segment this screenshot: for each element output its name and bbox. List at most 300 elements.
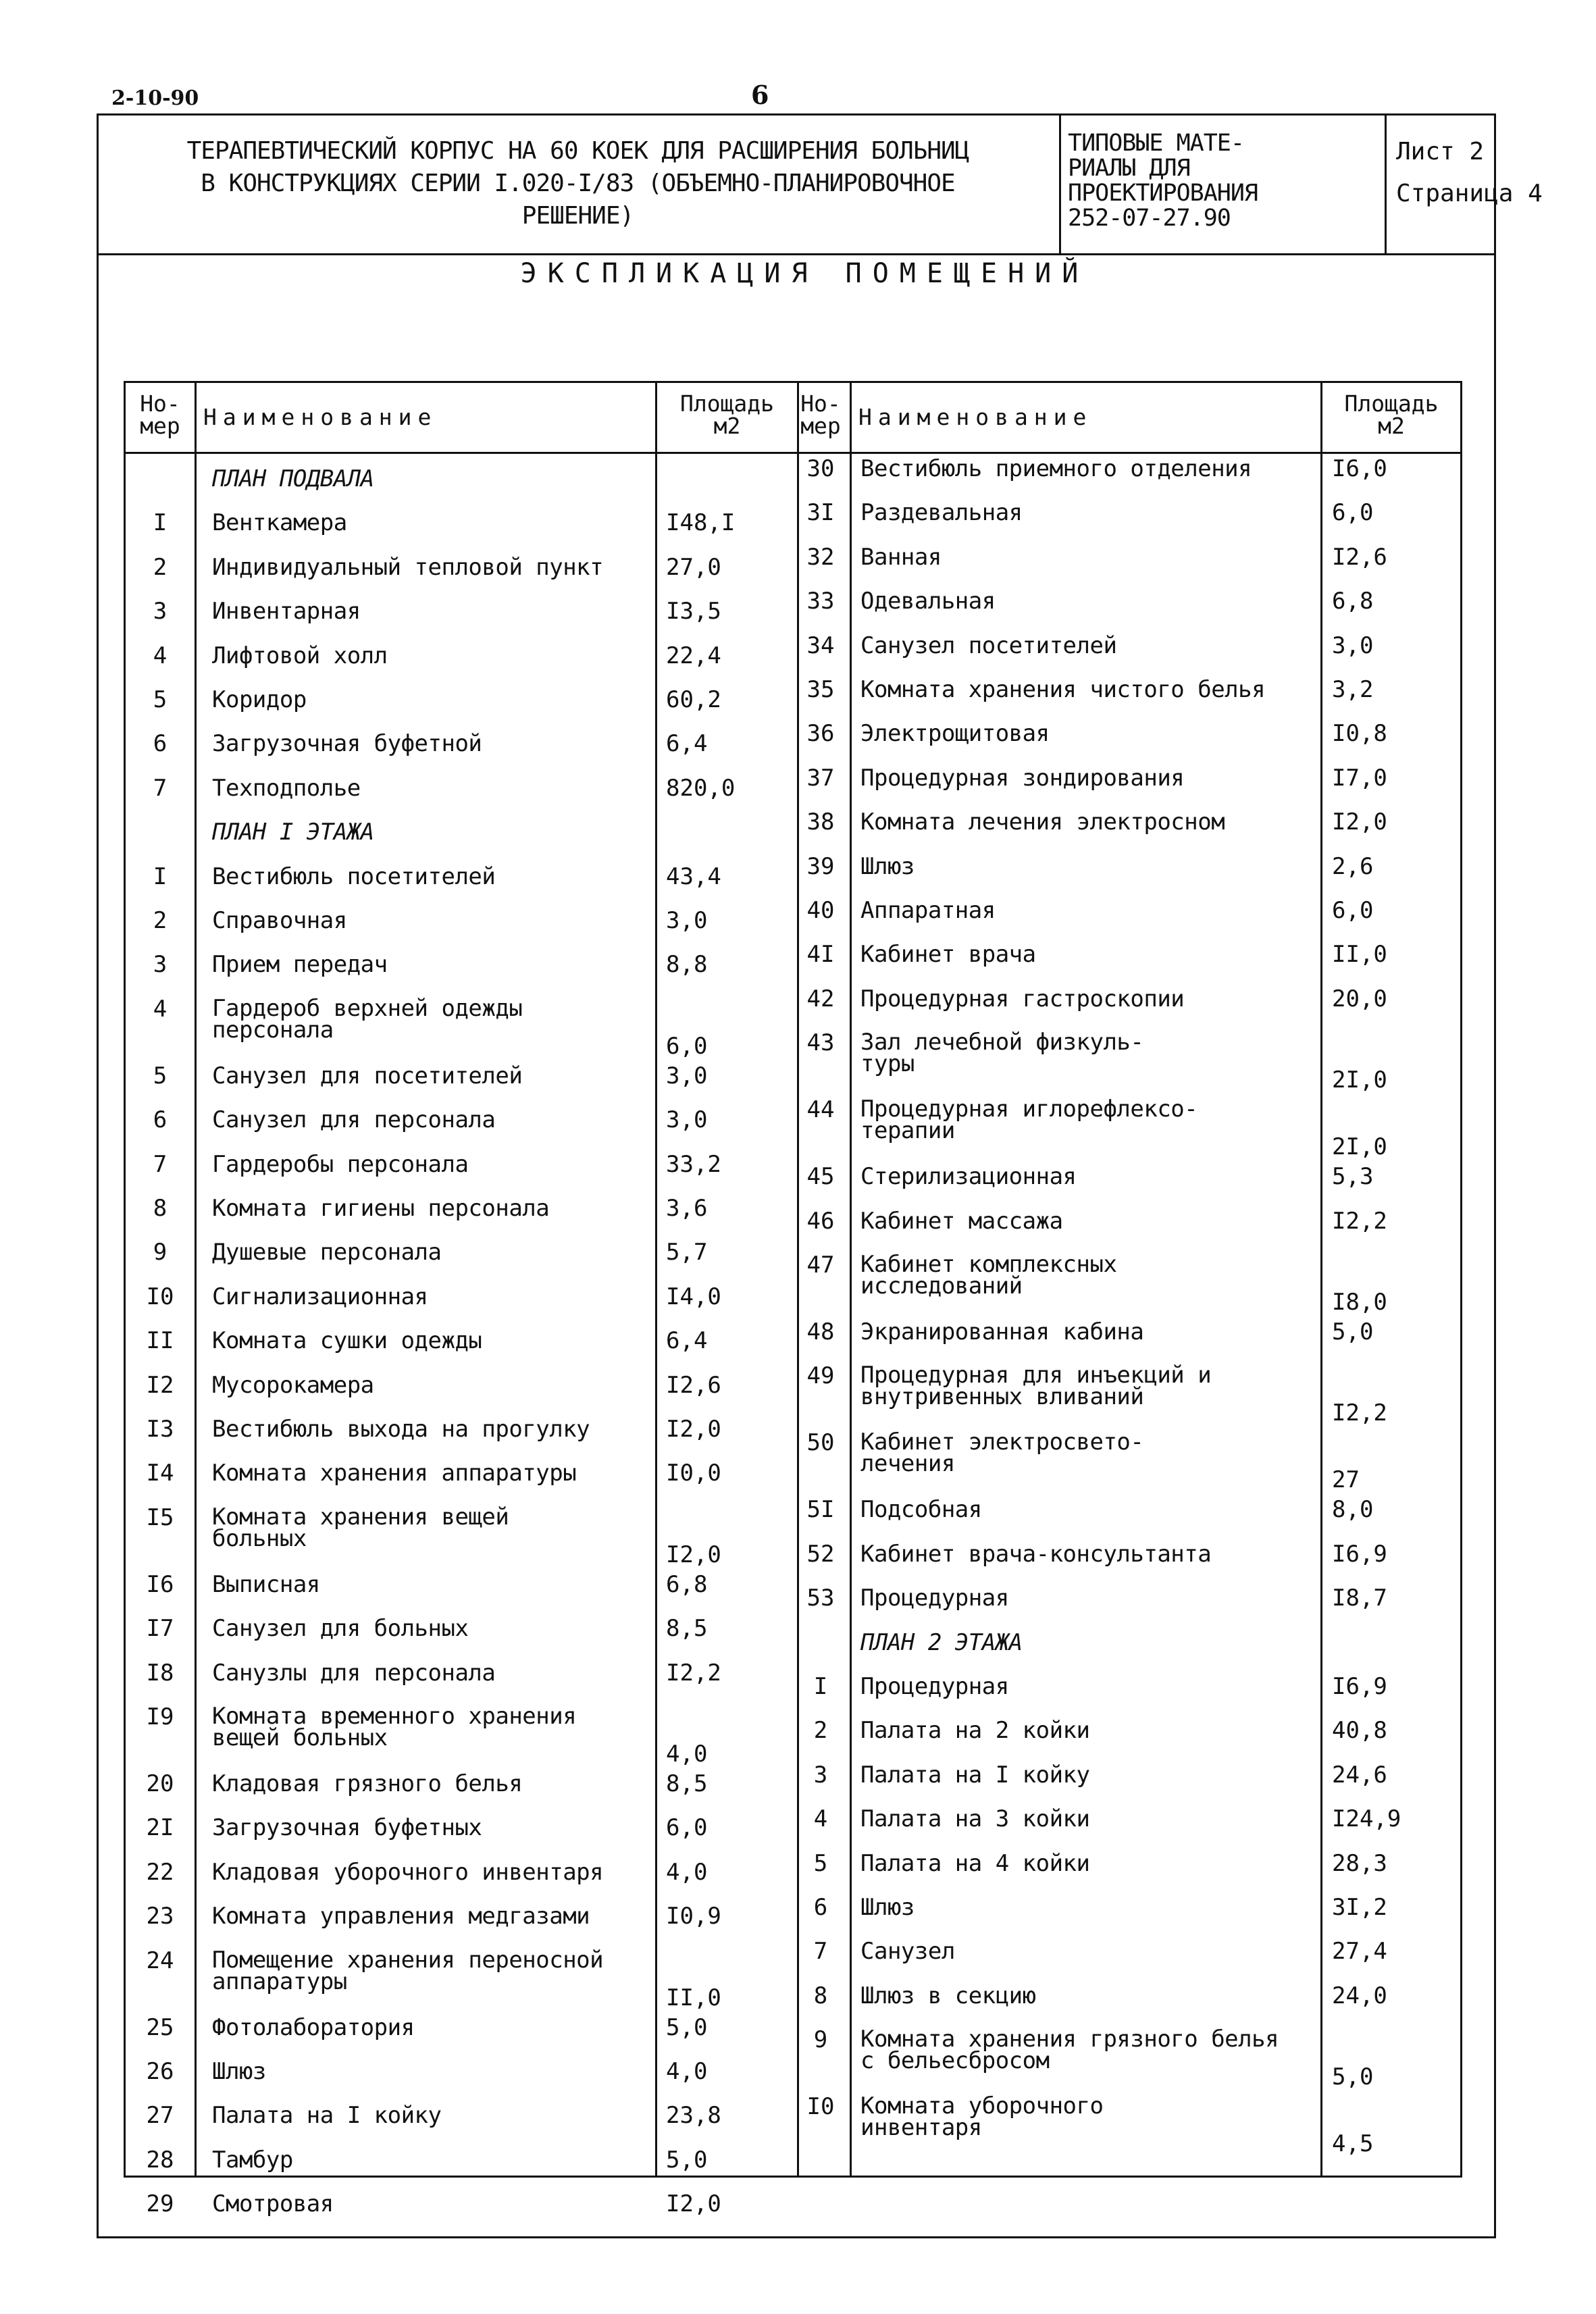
- series-line: ПРОЕКТИРОВАНИЯ: [1068, 180, 1258, 207]
- room-number: II: [146, 1327, 174, 1355]
- series-line: РИАЛЫ ДЛЯ: [1068, 155, 1190, 182]
- table-row: [126, 1659, 797, 1705]
- page-label: Страница 4: [1396, 180, 1543, 207]
- table-row: [792, 722, 1460, 766]
- room-name: Загрузочная буфетной: [212, 730, 482, 758]
- room-name: Комната уборочного инвентаря: [860, 2092, 1104, 2142]
- room-area: I24,9: [1332, 1805, 1401, 1833]
- table-row: [126, 1462, 797, 1506]
- room-number: 44: [806, 1096, 835, 1124]
- room-name: Комната временного хранения вещей больных: [212, 1703, 577, 1751]
- room-number: 33: [806, 588, 835, 615]
- table-row: [792, 634, 1460, 678]
- room-area: 8,0: [1332, 1496, 1374, 1524]
- room-name: Санузел: [860, 1938, 955, 1965]
- room-area: I0,8: [1332, 720, 1387, 748]
- room-name: Зал лечебной физкуль- туры: [860, 1029, 1144, 1078]
- room-area: I7,0: [1332, 764, 1387, 792]
- room-number: I0: [806, 2093, 835, 2121]
- header-number-line: мер: [140, 413, 180, 439]
- room-number: 53: [806, 1585, 835, 1612]
- table-row: [792, 1540, 1460, 1587]
- room-area: 6,0: [1332, 499, 1374, 527]
- room-area: 40,8: [1332, 1717, 1387, 1745]
- room-area: I6,9: [1332, 1540, 1387, 1568]
- sheet-number: Лист 2: [1396, 138, 1485, 165]
- room-name: Венткамера: [212, 509, 347, 537]
- table-row: [126, 1905, 797, 1949]
- room-number: 20: [146, 1770, 174, 1797]
- room-area: 3,6: [666, 1195, 708, 1222]
- room-number: 47: [806, 1252, 835, 1279]
- room-area: II,0: [666, 1984, 721, 2011]
- section-heading: ПЛАН ПОДВАЛА: [212, 465, 374, 492]
- room-name: Палата на 3 койки: [860, 1805, 1090, 1833]
- room-area: 5,0: [1332, 1318, 1374, 1345]
- room-name: Санузел для персонала: [212, 1106, 496, 1134]
- room-area: 4,0: [666, 1741, 708, 1768]
- room-name: Процедурная зондирования: [860, 764, 1185, 792]
- room-area: I2,0: [666, 1416, 721, 1443]
- room-name: Шлюз: [860, 1894, 915, 1921]
- room-name: Комната хранения аппаратуры: [212, 1460, 577, 1487]
- room-name: Палата на 2 койки: [860, 1717, 1090, 1745]
- header-number: [792, 383, 850, 461]
- room-area: 3,2: [1332, 676, 1374, 703]
- header-number-line: мер: [800, 413, 841, 439]
- room-name: Справочная: [212, 907, 347, 934]
- room-number: I8: [146, 1659, 174, 1687]
- table-row: [792, 501, 1460, 545]
- room-name: Палата на I койку: [860, 1761, 1090, 1789]
- table-row: [126, 865, 797, 909]
- room-number: 2: [153, 907, 168, 934]
- room-number: 35: [806, 676, 835, 703]
- room-area: 4,0: [666, 1858, 708, 1886]
- title-block: [97, 113, 1543, 255]
- room-name: Гардеробы персонала: [212, 1150, 469, 1178]
- room-name: Кладовая грязного белья: [212, 1770, 523, 1797]
- room-number: 48: [806, 1318, 835, 1345]
- rooms-table-right: [792, 381, 1462, 2178]
- table-row: [792, 1761, 1460, 1807]
- room-number: 8: [153, 1195, 168, 1222]
- table-row: [792, 808, 1460, 854]
- room-name: Мусорокамера: [212, 1371, 374, 1399]
- room-area: I2,0: [666, 2190, 721, 2218]
- table-row: [126, 2146, 797, 2192]
- room-number: 2I: [146, 1814, 174, 1842]
- table-row: [792, 943, 1460, 987]
- room-number: 38: [806, 808, 835, 836]
- table-row: [792, 1251, 1460, 1320]
- table-row: [126, 1772, 797, 1816]
- room-name: Лифтовой холл: [212, 642, 388, 669]
- project-title-line: ТЕРАПЕВТИЧЕСКИЙ КОРПУС НА 60 КОЕК ДЛЯ РАСШИРЕНИЯ БОЛЬНИЦ: [186, 137, 969, 165]
- header-area: [657, 383, 797, 461]
- room-name: Процедурная гастроскопии: [860, 985, 1185, 1012]
- room-number: 28: [146, 2146, 174, 2174]
- table-row: [126, 1241, 797, 1285]
- table-row: [126, 1108, 797, 1152]
- table-row: [792, 1320, 1460, 1364]
- room-number: 2: [813, 1717, 828, 1745]
- room-area: 5,0: [1332, 2063, 1374, 2091]
- room-area: 3I,2: [1332, 1894, 1387, 1921]
- table-row: [126, 1285, 797, 1329]
- room-name: Фотолаборатория: [212, 2013, 415, 2041]
- room-name: Вестибюль посетителей: [212, 863, 496, 890]
- header-number: [126, 383, 195, 461]
- table-row: [792, 1807, 1460, 1851]
- room-number: I: [813, 1673, 828, 1700]
- room-number: 9: [813, 2026, 828, 2054]
- table-row: [792, 1896, 1460, 1940]
- room-name: Экранированная кабина: [860, 1318, 1144, 1345]
- room-name: Санузел для больных: [212, 1615, 469, 1643]
- room-number: 7: [153, 1150, 168, 1178]
- room-number: 8: [813, 1982, 828, 2009]
- section-heading: ПЛАН I ЭТАЖА: [212, 819, 374, 846]
- table-row: [126, 2104, 797, 2148]
- room-name: Процедурная иглорефлексо- терапии: [860, 1096, 1198, 1145]
- room-number: 3: [813, 1761, 828, 1789]
- room-name: Кабинет врача: [860, 941, 1036, 969]
- room-area: 3,0: [1332, 632, 1374, 659]
- table-row: [126, 1858, 797, 1905]
- room-name: Помещение хранения переносной аппаратуры: [212, 1946, 604, 1995]
- room-name: Аппаратная: [860, 897, 996, 924]
- room-name: Сигнализационная: [212, 1283, 428, 1310]
- room-number: I5: [146, 1503, 174, 1531]
- table-row: [792, 543, 1460, 590]
- room-number: 46: [806, 1207, 835, 1235]
- project-title: [97, 135, 1059, 232]
- room-number: 3: [153, 598, 168, 625]
- section-heading: ПЛАН 2 ЭТАЖА: [860, 1628, 1023, 1656]
- section-heading-row: [126, 467, 797, 511]
- room-number: I6: [146, 1570, 174, 1598]
- table-row: [126, 644, 797, 688]
- room-area: 3,0: [666, 907, 708, 934]
- room-name: Техподполье: [212, 774, 361, 802]
- table-row: [126, 732, 797, 776]
- room-area: I2,0: [1332, 808, 1387, 836]
- header-number-line: Но-: [800, 390, 841, 417]
- table-row: [126, 2192, 797, 2236]
- table-row: [792, 1364, 1460, 1431]
- room-name: Одевальная: [860, 588, 996, 615]
- room-area: 6,8: [666, 1570, 708, 1598]
- room-name: Кладовая уборочного инвентаря: [212, 1858, 604, 1886]
- room-name: Процедурная: [860, 1673, 1009, 1700]
- room-area: 43,4: [666, 863, 721, 890]
- room-name: Процедурная: [860, 1585, 1009, 1612]
- room-number: 4I: [806, 941, 835, 969]
- table-row: [792, 678, 1460, 722]
- room-name: Санузел для посетителей: [212, 1062, 523, 1089]
- room-area: I2,2: [1332, 1207, 1387, 1235]
- room-number: 7: [153, 774, 168, 802]
- room-area: I2,6: [666, 1371, 721, 1399]
- room-name: Санузел посетителей: [860, 632, 1117, 659]
- room-number: 24: [146, 1947, 174, 1974]
- room-name: Комната управления медгазами: [212, 1903, 590, 1930]
- table-row: [126, 688, 797, 732]
- room-area: I3,5: [666, 598, 721, 625]
- table-row: [126, 1503, 797, 1573]
- room-number: I: [153, 863, 168, 890]
- room-area: 6,4: [666, 730, 708, 758]
- room-area: 60,2: [666, 686, 721, 713]
- table-row: [126, 909, 797, 953]
- room-area: 2I,0: [1332, 1066, 1387, 1094]
- room-name: Комната хранения чистого белья: [860, 676, 1266, 703]
- room-number: 6: [153, 730, 168, 758]
- room-name: Смотровая: [212, 2190, 334, 2218]
- table-row: [792, 764, 1460, 811]
- room-area: 4,5: [1332, 2130, 1374, 2158]
- room-number: 29: [146, 2190, 174, 2218]
- room-area: I2,6: [1332, 543, 1387, 571]
- table-row: [126, 2013, 797, 2060]
- room-area: 3,0: [666, 1062, 708, 1089]
- table-row: [126, 2060, 797, 2104]
- room-name: Загрузочная буфетных: [212, 1814, 482, 1842]
- room-number: 5: [813, 1849, 828, 1877]
- room-area: 33,2: [666, 1150, 721, 1178]
- room-area: 6,0: [1332, 897, 1374, 924]
- table-row: [792, 457, 1460, 501]
- rooms-table-left: [124, 381, 799, 2218]
- room-name: Гардероб верхней одежды персонала: [212, 994, 523, 1044]
- table-row: [126, 600, 797, 644]
- room-name: Процедурная для инъекций и внутривенных вливаний: [860, 1362, 1212, 1411]
- room-number: 39: [806, 852, 835, 880]
- section-heading-row: [792, 1628, 1460, 1675]
- room-name: Индивидуальный тепловой пункт: [212, 553, 604, 581]
- header-area-line: м2: [1378, 413, 1405, 439]
- room-number: 27: [146, 2102, 174, 2130]
- table-row: [792, 1984, 1460, 2028]
- table-row: [792, 1498, 1460, 1542]
- table-row: [126, 1705, 797, 1772]
- room-area: 20,0: [1332, 985, 1387, 1012]
- room-number: 52: [806, 1540, 835, 1568]
- table-row: [126, 1197, 797, 1241]
- room-area: I8,0: [1332, 1289, 1387, 1316]
- table-row: [792, 852, 1460, 899]
- room-number: I9: [146, 1703, 174, 1730]
- table-row: [792, 1207, 1460, 1254]
- table-row: [792, 1098, 1460, 1165]
- room-name: Шлюз: [212, 2058, 266, 2085]
- room-area: 820,0: [666, 774, 736, 802]
- room-number: 7: [813, 1938, 828, 1965]
- room-area: 27,4: [1332, 1938, 1387, 1965]
- room-number: 30: [806, 455, 835, 482]
- room-number: 36: [806, 720, 835, 748]
- room-number: 5: [153, 1062, 168, 1089]
- room-number: I0: [146, 1283, 174, 1310]
- room-number: 4: [813, 1805, 828, 1833]
- room-number: 34: [806, 632, 835, 659]
- room-name: Шлюз: [860, 852, 915, 880]
- section-heading-row: [126, 821, 797, 865]
- header-area-line: Площадь: [1344, 390, 1439, 417]
- room-area: 6,0: [666, 1032, 708, 1060]
- room-number: 42: [806, 985, 835, 1012]
- room-area: 27: [1332, 1466, 1360, 1494]
- room-number: 6: [153, 1106, 168, 1134]
- series-line: 252-07-27.90: [1068, 205, 1231, 232]
- room-area: I8,7: [1332, 1585, 1387, 1612]
- room-area: 27,0: [666, 553, 721, 581]
- room-name: Кабинет массажа: [860, 1207, 1063, 1235]
- room-name: Кабинет комплексных исследований: [860, 1251, 1117, 1300]
- room-name: Кабинет электросвето- лечения: [860, 1429, 1144, 1478]
- room-number: 5: [153, 686, 168, 713]
- room-number: 50: [806, 1429, 835, 1457]
- room-number: I2: [146, 1371, 174, 1399]
- room-number: 40: [806, 897, 835, 924]
- room-name: Тамбур: [212, 2146, 293, 2174]
- room-name: Вестибюль выхода на прогулку: [212, 1416, 590, 1443]
- room-name: Палата на I койку: [212, 2102, 442, 2130]
- table-row: [126, 953, 797, 997]
- room-area: 3,0: [666, 1106, 708, 1134]
- table-row: [792, 899, 1460, 943]
- room-area: I2,2: [1332, 1399, 1387, 1427]
- table-row: [126, 774, 797, 821]
- table-row: [126, 1064, 797, 1108]
- room-number: 4: [153, 642, 168, 669]
- room-name: Комната лечения электросном: [860, 808, 1225, 836]
- room-area: 6,8: [1332, 588, 1374, 615]
- room-area: 2I,0: [1332, 1133, 1387, 1161]
- room-name: Инвентарная: [212, 598, 361, 625]
- room-number: 9: [153, 1239, 168, 1266]
- sheet-block: [1387, 113, 1543, 271]
- table-row: [792, 1031, 1460, 1098]
- room-area: 8,8: [666, 951, 708, 979]
- room-area: 6,4: [666, 1327, 708, 1355]
- room-number: 43: [806, 1029, 835, 1057]
- header-number-line: Но-: [140, 390, 180, 417]
- table-row: [126, 1946, 797, 2016]
- series-line: ТИПОВЫЕ МАТЕ-: [1068, 130, 1244, 157]
- room-number: 37: [806, 764, 835, 792]
- room-number: I: [153, 509, 168, 537]
- header-name: Наименование: [203, 404, 438, 430]
- project-title-line: РЕШЕНИЕ): [521, 202, 634, 230]
- table-row: [126, 1816, 797, 1860]
- room-name: Комната гигиены персонала: [212, 1195, 550, 1222]
- header-area: [1322, 383, 1460, 461]
- room-area: 22,4: [666, 642, 721, 669]
- room-area: 5,0: [666, 2013, 708, 2041]
- room-name: Душевые персонала: [212, 1239, 442, 1266]
- room-area: 5,0: [666, 2146, 708, 2174]
- room-area: II,0: [1332, 941, 1387, 969]
- room-name: Коридор: [212, 686, 307, 713]
- room-name: Ванная: [860, 543, 942, 571]
- header-name: Наименование: [858, 404, 1093, 430]
- room-name: Кабинет врача-консультанта: [860, 1540, 1212, 1568]
- table-row: [792, 1165, 1460, 1209]
- room-number: 2: [153, 553, 168, 581]
- room-name: Комната хранения вещей больных: [212, 1503, 509, 1552]
- room-name: Выписная: [212, 1570, 320, 1598]
- room-number: 25: [146, 2013, 174, 2041]
- room-name: Палата на 4 койки: [860, 1849, 1090, 1877]
- room-number: I4: [146, 1460, 174, 1487]
- room-area: I48,I: [666, 509, 736, 537]
- room-area: 28,3: [1332, 1849, 1387, 1877]
- table-row: [126, 1329, 797, 1373]
- table-row: [792, 2092, 1460, 2162]
- room-area: 5,7: [666, 1239, 708, 1266]
- table-row: [792, 590, 1460, 634]
- header-area-line: Площадь: [679, 390, 775, 417]
- room-area: I2,2: [666, 1659, 721, 1687]
- table-row: [792, 1587, 1460, 1630]
- header-area-line: м2: [713, 413, 741, 439]
- table-row: [126, 1418, 797, 1462]
- room-area: I6,0: [1332, 455, 1387, 482]
- room-area: 24,6: [1332, 1761, 1387, 1789]
- room-number: 45: [806, 1163, 835, 1191]
- room-number: 4: [153, 995, 168, 1023]
- room-number: 49: [806, 1362, 835, 1390]
- room-number: I7: [146, 1615, 174, 1643]
- room-number: 23: [146, 1903, 174, 1930]
- room-name: Санузлы для персонала: [212, 1659, 496, 1687]
- project-title-line: В КОНСТРУКЦИЯХ СЕРИИ I.020-I/83 (ОБЪЕМНО-ПЛАНИРОВОЧНОЕ: [201, 170, 955, 197]
- room-number: 26: [146, 2058, 174, 2085]
- room-number: 5I: [806, 1496, 835, 1524]
- room-name: Прием передач: [212, 951, 388, 979]
- room-area: 5,3: [1332, 1163, 1374, 1191]
- room-name: Комната сушки одежды: [212, 1327, 482, 1355]
- table-row: [126, 1617, 797, 1661]
- table-row: [126, 1150, 797, 1197]
- table-row: [126, 1371, 797, 1418]
- room-area: I4,0: [666, 1283, 721, 1310]
- room-area: 2,6: [1332, 852, 1374, 880]
- room-area: I6,9: [1332, 1673, 1387, 1700]
- table-row: [792, 1940, 1460, 1984]
- room-area: I2,0: [666, 1541, 721, 1568]
- table-row: [792, 1719, 1460, 1763]
- room-area: 6,0: [666, 1814, 708, 1842]
- room-number: 22: [146, 1858, 174, 1886]
- room-name: Подсобная: [860, 1496, 982, 1524]
- room-name: Электрощитовая: [860, 720, 1050, 748]
- room-area: 8,5: [666, 1770, 708, 1797]
- table-row: [792, 1675, 1460, 1719]
- room-area: 23,8: [666, 2102, 721, 2130]
- room-number: 32: [806, 543, 835, 571]
- room-name: Комната хранения грязного белья с бельесбросом: [860, 2026, 1279, 2075]
- table-row: [792, 1431, 1460, 1498]
- table-row: [792, 1849, 1460, 1896]
- document-heading: ЭКСПЛИКАЦИЯ ПОМЕЩЕНИЙ: [520, 258, 1089, 289]
- room-name: Стерилизационная: [860, 1163, 1077, 1191]
- room-area: 24,0: [1332, 1982, 1387, 2009]
- room-area: 4,0: [666, 2058, 708, 2085]
- room-area: I0,9: [666, 1903, 721, 1930]
